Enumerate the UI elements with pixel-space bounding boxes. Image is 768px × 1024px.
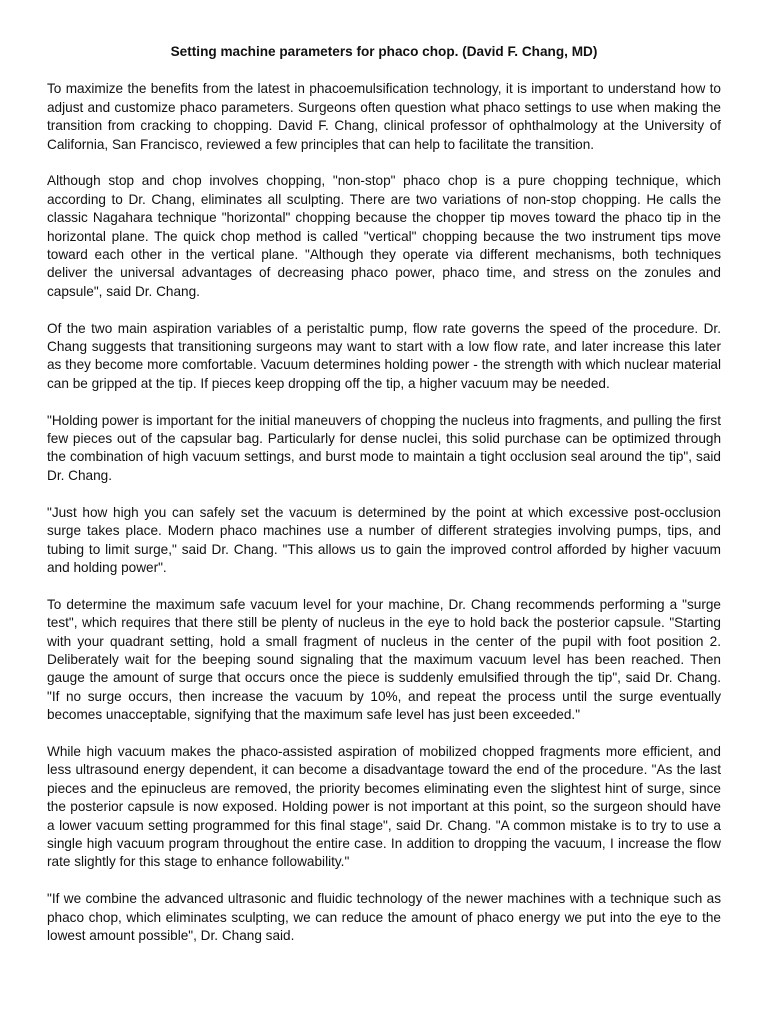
- paragraph-7: While high vacuum makes the phaco-assisted aspiration of mobilized chopped fragments more efficient, and less ultrasound energy dependent, it can become a disadvantage toward the end of the procedure. "As the last pieces and the epinucleus are removed, the priority becomes eliminating even the slightest hint of surge, since the posterior capsule is now exposed. Holding power is not important at this point, so the surgeon should have a lower vacuum setting programmed for this final stage", said Dr. Chang. "A common mistake is to try to use a single high vacuum program throughout the entire case. In addition to dropping the vacuum, I increase the flow rate slightly for this stage to enhance followability.": [47, 743, 721, 870]
- paragraph-2: Although stop and chop involves chopping, "non-stop" phaco chop is a pure chopping technique, which according to Dr. Chang, eliminates all sculpting. There are two variations of non-stop chopping. He calls the classic Nagahara technique "horizontal" chopping because the chopper tip moves toward the phaco tip in the horizontal plane. The quick chop method is called "vertical" chopping because the two instrument tips move toward each other in the vertical plane. "Although they operate via different mechanisms, both techniques deliver the universal advantages of decreasing phaco power, phaco time, and stress on the zonules and capsule", said Dr. Chang.: [47, 173, 721, 299]
- paragraph-6: To determine the maximum safe vacuum level for your machine, Dr. Chang recommends performing a "surge test", which requires that there still be plenty of nucleus in the eye to hold back the posterior capsule. "Starting with your quadrant setting, hold a small fragment of nucleus in the center of the pupil with foot position 2. Deliberately wait for the beeping sound signaling that the maximum vacuum level has been reached. Then gauge the amount of surge that occurs once the piece is suddenly emulsified through the tip", said Dr. Chang. "If no surge occurs, then increase the vacuum by 10%, and repeat the process until the surge eventually becomes unacceptable, signifying that the maximum safe level has just been exceeded.": [47, 596, 721, 723]
- paragraph-5: "Just how high you can safely set the vacuum is determined by the point at which excessive post-occlusion surge takes place. Modern phaco machines use a number of different strategies involving pumps, tips, and tubing to limit surge," said Dr. Chang. "This allows us to gain the improved control afforded by higher vacuum and holding power".: [47, 504, 721, 575]
- document-page: [47, 43, 721, 945]
- document-title: Setting machine parameters for phaco chop. (David F. Chang, MD): [170, 44, 598, 59]
- paragraph-3: Of the two main aspiration variables of a peristaltic pump, flow rate governs the speed of the procedure. Dr. Chang suggests that transitioning surgeons may want to start with a low flow rate, and later increase this later as they become more comfortable. Vacuum determines holding power - the strength with which nuclear material can be gripped at the tip. If pieces keep dropping off the tip, a higher vacuum may be needed.: [47, 320, 721, 391]
- paragraph-8: "If we combine the advanced ultrasonic and fluidic technology of the newer machines with a technique such as phaco chop, which eliminates sculpting, we can reduce the amount of phaco energy we put into the eye to the lowest amount possible", Dr. Chang said.: [47, 891, 721, 943]
- paragraph-1: To maximize the benefits from the latest in phacoemulsification technology, it is important to understand how to adjust and customize phaco parameters. Surgeons often question what phaco settings to use when making the transition from cracking to chopping. David F. Chang, clinical professor of ophthalmology at the University of California, San Francisco, reviewed a few principles that can help to facilitate the transition.: [47, 81, 721, 152]
- paragraph-4: "Holding power is important for the initial maneuvers of chopping the nucleus into fragments, and pulling the first few pieces out of the capsular bag. Particularly for dense nuclei, this solid purchase can be optimized through the combination of high vacuum settings, and burst mode to maintain a tight occlusion seal around the tip", said Dr. Chang.: [47, 412, 721, 483]
